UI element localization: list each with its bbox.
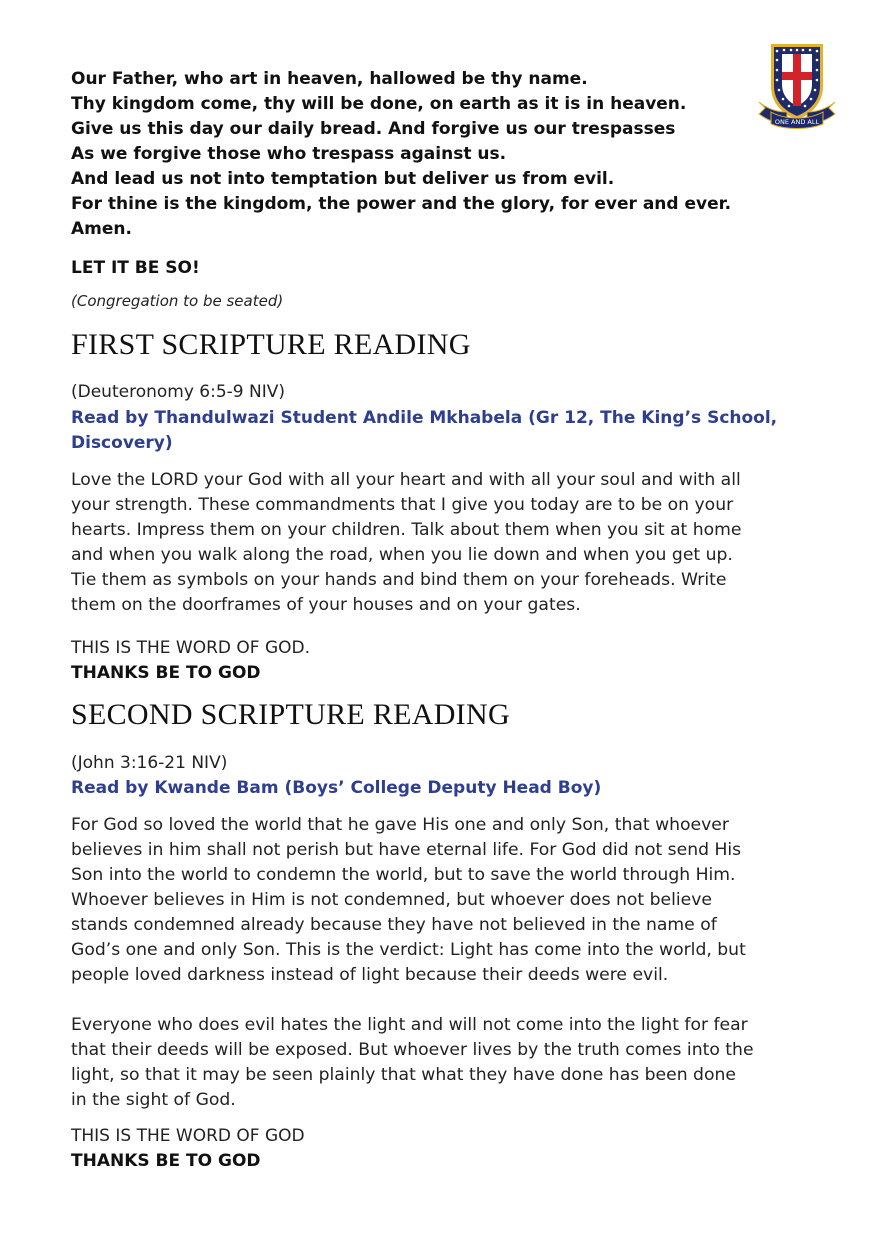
scripture-line: believes in him shall not perish but have eternal life. For God did not send His [71,840,742,860]
first-reading-heading: FIRST SCRIPTURE READING [71,328,471,361]
crest-motto: ONE AND ALL [774,118,820,126]
reader-line: Read by Thandulwazi Student Andile Mkhabela (Gr 12, The King’s School, [71,408,778,428]
scripture-line: in the sight of God. [71,1090,236,1110]
scripture-line: Love the LORD your God with all your heart and with all your soul and with all [71,470,741,490]
first-reading-response: THANKS BE TO GOD [71,663,261,683]
second-reading-response: THANKS BE TO GOD [71,1151,261,1171]
reader-line: Discovery) [71,433,173,453]
prayer-response: LET IT BE SO! [71,258,200,278]
prayer-line: Thy kingdom come, thy will be done, on earth as it is in heaven. [71,94,687,114]
scripture-line: stands condemned already because they have not believed in the name of [71,915,717,935]
scripture-line: that their deeds will be exposed. But whoever lives by the truth comes into the [71,1040,754,1060]
second-reading-paragraph-2 [71,1013,754,1113]
scripture-line: For God so loved the world that he gave His one and only Son, that whoever [71,815,729,835]
scripture-line: your strength. These commandments that I give you today are to be on your [71,495,734,515]
scripture-line: Tie them as symbols on your hands and bind them on your foreheads. Write [71,570,727,590]
scripture-line: them on the doorframes of your houses and on your gates. [71,595,581,615]
prayer-line: For thine is the kingdom, the power and the glory, for ever and ever. [71,194,732,214]
first-reading-reader [71,406,777,456]
scripture-line: Everyone who does evil hates the light and will not come into the light for fear [71,1015,748,1035]
scripture-line: and when you walk along the road, when you lie down and when you get up. [71,545,733,565]
prayer-line: Amen. [71,219,132,239]
scripture-line: Son into the world to condemn the world, but to save the world through Him. [71,865,736,885]
prayer-line: As we forgive those who trespass against us. [71,144,507,164]
second-reading-paragraph-1 [71,813,746,988]
scripture-line: hearts. Impress them on your children. Talk about them when you sit at home [71,520,742,540]
second-reading-reference: (John 3:16-21 NIV) [71,753,228,773]
first-reading-closing: THIS IS THE WORD OF GOD. [71,638,311,658]
prayer-line: Give us this day our daily bread. And forgive us our trespasses [71,119,676,139]
scripture-line: light, so that it may be seen plainly that what they have done has been done [71,1065,736,1085]
prayer-line: And lead us not into temptation but deliver us from evil. [71,169,615,189]
scripture-line: people loved darkness instead of light because their deeds were evil. [71,965,669,985]
first-reading-text [71,468,742,618]
scripture-line: Whoever believes in Him is not condemned, but whoever does not believe [71,890,712,910]
congregation-instruction: (Congregation to be seated) [71,292,284,310]
lords-prayer [71,67,761,242]
scripture-line: God’s one and only Son. This is the verdict: Light has come into the world, but [71,940,746,960]
second-reading-heading: SECOND SCRIPTURE READING [71,698,510,731]
prayer-line: Our Father, who art in heaven, hallowed be thy name. [71,69,588,89]
first-reading-reference: (Deuteronomy 6:5-9 NIV) [71,382,286,402]
second-reading-closing: THIS IS THE WORD OF GOD [71,1126,305,1146]
second-reading-reader: Read by Kwande Bam (Boys’ College Deputy Head Boy) [71,778,602,798]
school-crest-logo [757,40,837,132]
